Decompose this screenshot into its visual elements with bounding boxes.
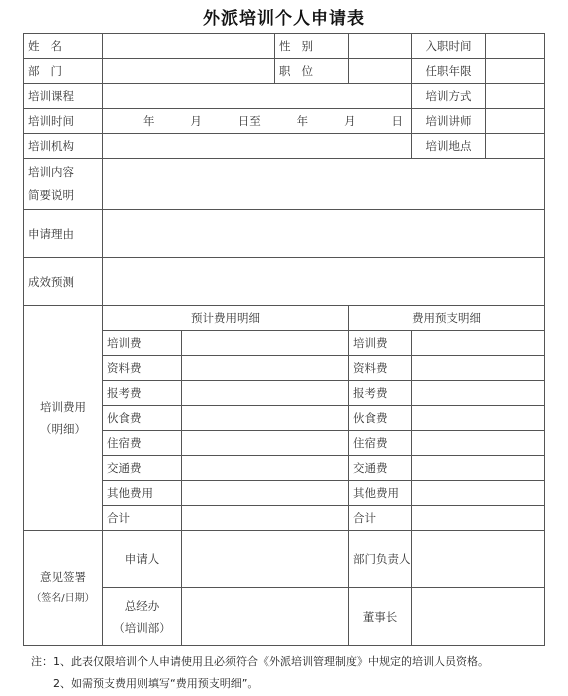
estimate-item-label: 资料费 [103,356,182,381]
label-gender: 性 别 [275,34,349,59]
estimate-item-field[interactable] [182,481,349,506]
label-content: 培训内容 简要说明 [24,159,103,210]
advance-item-label: 住宿费 [349,431,412,456]
label-course: 培训课程 [24,84,103,109]
estimate-header: 预计费用明细 [103,306,349,331]
estimate-item-field[interactable] [182,356,349,381]
estimate-item-label: 报考费 [103,381,182,406]
form-notes [31,651,489,695]
advance-header: 费用预支明细 [349,306,545,331]
lecturer-field[interactable] [486,109,545,134]
chairman-signature-field[interactable] [412,588,545,646]
tenure-field[interactable] [486,59,545,84]
estimate-item-field[interactable] [182,431,349,456]
label-location: 培训地点 [412,134,486,159]
note-line: 注：1、此表仅限培训个人申请使用且必须符合《外派培训管理制度》中规定的培训人员资格。 [31,655,489,668]
estimate-total-label: 合计 [103,506,182,531]
label-effect: 成效预测 [24,258,103,306]
estimate-total-field[interactable] [182,506,349,531]
course-field[interactable] [103,84,412,109]
gender-field[interactable] [349,34,412,59]
time-range-field[interactable]: 年 月 日至 年 月 日 [103,109,412,134]
gm-signature-field[interactable] [182,588,349,646]
label-institution: 培训机构 [24,134,103,159]
application-form [23,33,545,646]
label-reason: 申请理由 [24,210,103,258]
reason-field[interactable] [103,210,545,258]
location-field[interactable] [486,134,545,159]
estimate-item-field[interactable] [182,381,349,406]
name-field[interactable] [103,34,275,59]
advance-item-label: 伙食费 [349,406,412,431]
advance-item-label: 资料费 [349,356,412,381]
estimate-item-field[interactable] [182,331,349,356]
label-name: 姓 名 [24,34,103,59]
advance-item-label: 报考费 [349,381,412,406]
method-field[interactable] [486,84,545,109]
advance-item-field[interactable] [412,356,545,381]
label-tenure: 任职年限 [412,59,486,84]
label-dept-head: 部门负责人 [349,531,412,588]
label-department: 部 门 [24,59,103,84]
label-hire-date: 入职时间 [412,34,486,59]
advance-item-label: 其他费用 [349,481,412,506]
applicant-signature-field[interactable] [182,531,349,588]
advance-item-field[interactable] [412,381,545,406]
label-position: 职 位 [275,59,349,84]
advance-item-label: 培训费 [349,331,412,356]
label-applicant: 申请人 [103,531,182,588]
label-approval: 意见签署 （签名/日期） [24,531,103,646]
label-time: 培训时间 [24,109,103,134]
advance-total-field[interactable] [412,506,545,531]
label-chairman: 董事长 [349,588,412,646]
estimate-item-label: 交通费 [103,456,182,481]
estimate-item-label: 住宿费 [103,431,182,456]
estimate-item-label: 伙食费 [103,406,182,431]
advance-item-field[interactable] [412,331,545,356]
advance-item-field[interactable] [412,456,545,481]
label-gm: 总经办 （培训部） [103,588,182,646]
estimate-item-label: 培训费 [103,331,182,356]
advance-item-label: 交通费 [349,456,412,481]
label-expense: 培训费用 （明细） [24,306,103,531]
position-field[interactable] [349,59,412,84]
label-lecturer: 培训讲师 [412,109,486,134]
estimate-item-label: 其他费用 [103,481,182,506]
dept-head-signature-field[interactable] [412,531,545,588]
note-line: 2、如需预支费用则填写“费用预支明细”。 [53,677,259,690]
department-field[interactable] [103,59,275,84]
label-method: 培训方式 [412,84,486,109]
content-field[interactable] [103,159,545,210]
estimate-item-field[interactable] [182,406,349,431]
institution-field[interactable] [103,134,412,159]
estimate-item-field[interactable] [182,456,349,481]
advance-total-label: 合计 [349,506,412,531]
effect-field[interactable] [103,258,545,306]
advance-item-field[interactable] [412,481,545,506]
form-title: 外派培训个人申请表 [203,9,365,29]
advance-item-field[interactable] [412,431,545,456]
advance-item-field[interactable] [412,406,545,431]
hire-date-field[interactable] [486,34,545,59]
